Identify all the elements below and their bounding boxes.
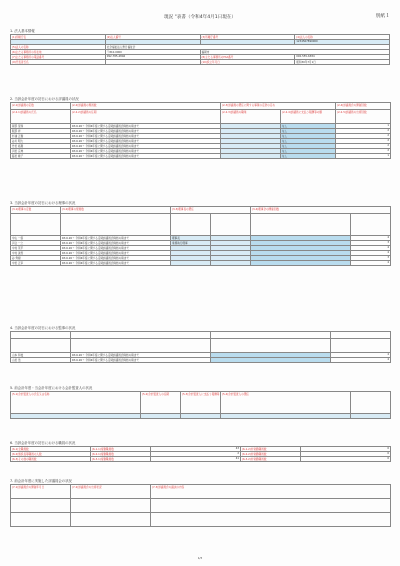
councilor-attendance: 2 (336, 129, 391, 134)
table-row (11, 457, 391, 462)
page-number: 1/3 (197, 557, 203, 560)
councilor-fee: なし (281, 139, 336, 144)
label: (10)設立年月日 (200, 60, 295, 65)
staff-label: (6-3)その他の職員数 (11, 457, 91, 462)
header-cell (331, 339, 391, 353)
staff-sublabel: (6-3-2)非常勤職員数 (241, 457, 301, 462)
section-4-table (10, 331, 391, 363)
councilor-name: 竹田 裕貴 (11, 144, 71, 149)
councilor-fee: なし (281, 124, 336, 129)
value: 1234567890000 (295, 40, 390, 45)
director-term: R3.6.26～ 令和6年度に関する定時評議員会終結の時まで (61, 246, 171, 251)
header-cell (171, 214, 211, 236)
councilor-attendance: 2 (336, 149, 391, 154)
section-3 (10, 200, 390, 266)
councilor-attendance: 2 (336, 139, 391, 144)
councilor-fee: なし (281, 154, 336, 159)
label: (3-3)理事長の選任 (171, 207, 251, 214)
councilor-term: R3.6.26～ 令和6年度に関する定時評議員会終結の時まで (71, 134, 221, 139)
staff-sublabel: (6-1-2)非常勤職員数 (241, 447, 301, 452)
header-cell (71, 332, 211, 339)
director-role (171, 261, 211, 266)
auditor-attendance: 4 (331, 353, 391, 358)
table-row (11, 358, 391, 363)
director-cell (211, 261, 251, 266)
section-4 (10, 325, 390, 363)
header-cell (251, 214, 351, 236)
director-role: 理事長 (171, 236, 211, 241)
section-2-table (10, 102, 391, 159)
phone: 092-785-4846 (105, 55, 200, 60)
councilor-attendance: 1 (336, 124, 391, 129)
label: (2-2-2)評議員の任期 (71, 110, 221, 124)
auditor-term: R3.6.26～ 令和6年度に関する定時評議員会終結の時まで (71, 358, 211, 363)
label: (3-4)理事会の開催回数 (251, 207, 391, 214)
director-name: 中村 美雪 (11, 251, 61, 256)
section-5-heading: 5. 前会計年度・当会計年度における会計監査人の状況 (10, 386, 93, 390)
label: (7-1)評議員会の開催年月日 (11, 485, 71, 499)
label: (7-3)評議員会の議決の内容 (151, 485, 391, 499)
staff-sublabel: (6-2-1)常勤職員数 (91, 452, 151, 457)
auditor-attendance: 4 (331, 358, 391, 363)
value-cell (11, 513, 71, 527)
councilor-term: R3.6.26～ 令和6年度に関する定時評議員会終結の時まで (71, 129, 221, 134)
label: (5-2)会計監査人の任期 (141, 392, 181, 414)
value-cell (141, 414, 181, 419)
label: (2-4)評議員会の開催回数 (336, 103, 391, 110)
table-row (11, 261, 391, 266)
staff-value: 0 (301, 452, 391, 457)
value-cell (351, 414, 391, 419)
fax: 092-555-6384 (295, 55, 390, 60)
section-6 (10, 440, 390, 462)
label: (3)所轄庁番号 (200, 35, 295, 40)
value-cell (181, 414, 221, 419)
section-7 (10, 478, 390, 527)
section-6-rows (11, 447, 391, 462)
label (351, 392, 391, 414)
auditor-name: 山田 浩 (11, 358, 71, 363)
value-cell (71, 513, 151, 527)
councilor-term: R3.6.26～ 令和6年度に関する定時評議員会終結の時まで (71, 144, 221, 149)
director-term: R3.6.26～ 令和6年度に関する定時評議員会終結の時まで (61, 256, 171, 261)
section-1-table (10, 34, 390, 65)
label: (2-2-1)評議員の氏名 (11, 110, 71, 124)
councilor-term: R3.6.26～ 令和6年度に関する定時評議員会終結の時まで (71, 149, 221, 154)
header-cell (211, 332, 331, 339)
director-attendance: 4 (351, 251, 391, 256)
director-name: 中村 茂平 (11, 246, 61, 251)
header-cell (211, 214, 251, 236)
councilor-fee: なし (281, 134, 336, 139)
director-name: 河合 一之 (11, 241, 61, 246)
label: (1)所轄庁名 (11, 35, 106, 40)
section-3-heading: 3. 当該会計年度の初日における理事の状況 (10, 201, 76, 205)
header-cell (331, 332, 391, 339)
councilor-fee: なし (281, 149, 336, 154)
councilor-name: 藤田 暁子 (11, 154, 71, 159)
value-cell (151, 513, 391, 527)
label: (5-4)会計監査人の選任 (221, 392, 351, 414)
councilor-fee: なし (281, 129, 336, 134)
found-date: 昭和30年7月1日 (295, 60, 390, 65)
label: (2)法人番号 (105, 35, 200, 40)
staff-label: (6-1)全職員数 (11, 447, 91, 452)
staff-sublabel: (6-3-1)常勤職員数 (91, 457, 151, 462)
councilor-name: 杉浦 正樹 (11, 134, 71, 139)
annex-label: 別紙１ (375, 14, 390, 19)
label: (6)主たる事務所の所在地 (11, 50, 106, 55)
councilor-term: R3.6.26～ 令和6年度に関する定時評議員会終結の時まで (71, 139, 221, 144)
section-5-table (10, 391, 391, 419)
header-cell (11, 339, 71, 353)
postal: 〒810-0000 (105, 50, 200, 55)
councilor-term: R3.6.26～ 令和6年度に関する定時評議員会終結の時まで (71, 124, 221, 129)
section-1 (10, 28, 390, 65)
value-cell (11, 499, 71, 513)
section-6-heading: 6. 当該会計年度の初日における職員の状況 (10, 441, 76, 445)
header-cell (11, 332, 71, 339)
section-5 (10, 385, 390, 419)
director-name: 中山 一郎 (11, 236, 61, 241)
director-attendance: 3 (351, 241, 391, 246)
councilor-name: 服部 祥 (11, 129, 71, 134)
director-term: R3.6.26～ 令和6年度に関する定時評議員会終結の時まで (61, 241, 171, 246)
councilor-attendance: 2 (336, 134, 391, 139)
label: (7-2)評議員会の出席状況 (71, 485, 151, 499)
label: (2-1)評議員の定数 (11, 103, 71, 110)
director-attendance: 4 (351, 261, 391, 266)
staff-sublabel: (6-2-2)非常勤職員数 (241, 452, 301, 457)
section-1-heading: 1. 法人基本情報 (10, 29, 35, 33)
staff-sublabel: (6-1-1)常勤職員数 (91, 447, 151, 452)
section-4-heading: 4. 当該会計年度の初日における監事の状況 (10, 326, 76, 330)
councilor-attendance: 2 (336, 144, 391, 149)
staff-value: 0 (301, 447, 391, 452)
table-row (11, 154, 391, 159)
director-attendance: 4 (351, 236, 391, 241)
councilor-fee: なし (281, 144, 336, 149)
councilor-term: R3.6.26～ 令和6年度に関する定時評議員会終結の時まで (71, 154, 221, 159)
director-cell (251, 261, 351, 266)
director-name: 谷 秀樹 (11, 256, 61, 261)
staff-value: 41 (151, 457, 241, 462)
value-cell (11, 414, 141, 419)
value-cell (151, 499, 391, 513)
section-7-table (10, 484, 391, 527)
label: (3-1)理事の定数 (11, 207, 61, 214)
label: (5-1)会計監査人の氏名又は名称 (11, 392, 141, 414)
label: (7)主たる事務所の電話番号 (11, 55, 106, 60)
staff-label: (6-2)施設長等職員の人数 (11, 452, 91, 457)
councilor-name: 河田 宗典 (11, 149, 71, 154)
label: (8)主たる事務所のFAX番号 (200, 55, 295, 60)
address: 福岡市 (200, 50, 390, 55)
auditor-term: R3.6.26～ 令和6年度に関する定時評議員会終結の時まで (71, 353, 211, 358)
label: (5-3)会計監査人に支払う報酬等 (181, 392, 221, 414)
header-cell (71, 339, 211, 353)
label: (4)法人の名称 (295, 35, 390, 40)
councilor-job (221, 154, 281, 159)
section-7-heading: 7. 前会計年度に実施した評議員会の状況 (10, 479, 72, 483)
label: (2-2-5)評議員の出席回数 (336, 110, 391, 124)
value-cell (221, 414, 351, 419)
staff-value: 43 (151, 447, 241, 452)
label: (2-3)評議員の選任に関する事項の定款の定め (221, 103, 336, 110)
councilor-name: 岡部 里和 (11, 124, 71, 129)
header-cell (211, 339, 331, 353)
section-2 (10, 96, 390, 159)
councilor-attendance: 1 (336, 154, 391, 159)
section-4-rows (11, 353, 391, 363)
value-cell (71, 499, 151, 513)
section-6-table (10, 446, 391, 462)
section-3-rows (11, 236, 391, 266)
header-cell (11, 214, 61, 236)
label: (2-2-4)評議員に支払う報酬等の額 (281, 110, 336, 124)
director-term: R3.6.26～ 令和6年度に関する定時評議員会終結の時まで (61, 236, 171, 241)
org-name: 社会福祉法人勇日福祉会 (105, 45, 389, 50)
label: (2-2-3)評議員の職業 (221, 110, 281, 124)
header-cell (61, 214, 171, 236)
section-2-heading: 2. 当該会計年度の初日における評議員の状況 (10, 97, 79, 101)
staff-value: 2 (151, 452, 241, 457)
auditor-cell (211, 358, 331, 363)
header-cell (351, 214, 391, 236)
section-3-table (10, 206, 391, 266)
label: (5)法人の名称 (11, 45, 106, 50)
director-attendance: 4 (351, 246, 391, 251)
label: (2-2)評議員の現員数 (71, 103, 221, 110)
auditor-name: 山本 和枝 (11, 353, 71, 358)
rep-name (105, 60, 200, 65)
director-name: 中田 正幸 (11, 261, 61, 266)
section-2-rows (11, 124, 391, 159)
councilor-name: 谷川 明大 (11, 139, 71, 144)
director-term: R3.6.26～ 令和6年度に関する定時評議員会終結の時まで (61, 251, 171, 256)
staff-value: 0 (301, 457, 391, 462)
label: (3-2)理事の現員数 (61, 207, 171, 214)
director-term: R3.6.26～ 令和6年度に関する定時評議員会終結の時まで (61, 261, 171, 266)
director-role: 業務執行理事 (171, 241, 211, 246)
document-title: 現況 "表書（令和4年4月1日現在） (163, 15, 237, 20)
label: (9)代表者氏名 (11, 60, 106, 65)
director-attendance: 3 (351, 256, 391, 261)
